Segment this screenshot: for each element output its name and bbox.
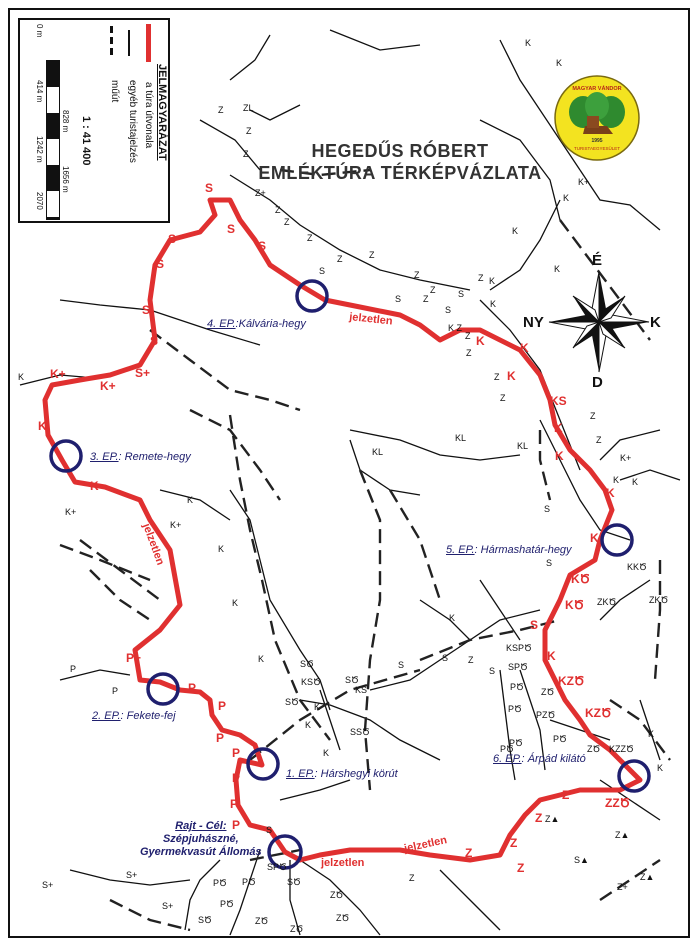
legend-route-label: a túra útvonala [143,82,154,149]
svg-text:Z+: Z+ [617,882,628,892]
svg-text:KSԾ: KSԾ [301,677,321,687]
checkpoint-2-id: 2. EP. [92,710,121,722]
svg-text:S▲: S▲ [574,855,589,865]
svg-text:Z: Z [423,294,429,304]
svg-text:S: S [168,232,177,246]
svg-text:P: P [230,797,239,811]
svg-text:S: S [489,666,496,676]
svg-text:K+: K+ [65,507,77,517]
svg-text:ZԾ: ZԾ [336,913,350,923]
svg-text:Z: Z [409,873,415,883]
legend-heading: JELMAGYARÁZAT [156,64,168,161]
svg-text:KZԾ: KZԾ [558,674,585,688]
svg-text:SԾ: SԾ [198,915,212,925]
scale-tick-1242: 1242 m [35,136,44,163]
unmarked-label-4: jelzetlen [403,834,449,855]
unmarked-label-3: jelzetlen [321,857,365,869]
svg-text:Z: Z [466,348,472,358]
svg-text:P: P [216,731,225,745]
svg-text:P: P [232,771,241,785]
compass-west: NY [523,314,544,331]
checkpoint-2-name: : Fekete-fej [120,710,176,722]
svg-text:K: K [547,649,556,663]
start-line-3: Gyermekvasút Állomás [140,846,262,858]
svg-text:S+: S+ [42,880,54,890]
svg-text:P: P [232,818,241,832]
svg-text:Z: Z [465,846,473,860]
checkpoint-1-name: : Hárshegyi körút [314,768,398,780]
svg-text:S: S [142,303,151,317]
svg-text:S: S [319,266,326,276]
svg-text:Z: Z [218,105,224,115]
svg-text:ZԾ: ZԾ [541,687,555,697]
svg-text:PԾ: PԾ [553,734,567,744]
svg-text:S: S [398,660,405,670]
svg-text:SԾ: SԾ [300,659,314,669]
checkpoint-2-label [92,710,176,722]
legend-trail-label: egyéb turistajelzés [127,80,138,163]
svg-text:PԾ: PԾ [220,899,234,909]
svg-text:KԾ: KԾ [571,572,591,586]
svg-text:Z▲: Z▲ [640,872,655,882]
svg-text:P: P [232,746,241,760]
svg-text:K: K [187,495,194,505]
legend-road-label: műút [109,80,120,103]
svg-text:K: K [489,276,496,286]
svg-text:ZKԾ: ZKԾ [649,595,669,605]
checkpoint-5-id: 5. EP. [446,544,475,556]
svg-text:Z: Z [284,217,290,227]
svg-text:K: K [218,544,225,554]
svg-text:ZԾ: ZԾ [587,744,601,754]
svg-text:K: K [554,264,561,274]
logo-year: 1995 [591,138,603,144]
svg-text:KS: KS [355,685,368,695]
logo-bottom-text: TURISTAEGYESÜLET [574,146,620,151]
svg-text:K: K [648,729,655,739]
svg-text:K: K [476,334,485,348]
svg-text:Z: Z [369,250,375,260]
svg-text:K: K [554,421,563,435]
svg-text:K: K [563,193,570,203]
svg-text:K+: K+ [170,520,182,530]
svg-text:S: S [266,825,273,835]
legend-road-line [110,26,113,58]
checkpoint-3-id: 3. EP. [90,451,119,463]
svg-text:SԾ: SԾ [285,697,299,707]
checkpoint-1-label [286,768,398,780]
svg-text:KL: KL [372,447,384,457]
svg-text:S: S [156,257,165,271]
svg-text:K: K [232,598,239,608]
svg-text:Z▲: Z▲ [615,830,630,840]
svg-text:K: K [613,475,620,485]
svg-text:Z: Z [590,411,596,421]
svg-text:KL: KL [455,433,467,443]
svg-text:SSԾ: SSԾ [350,727,370,737]
checkpoint-3-name: : Remete-hegy [118,451,191,463]
checkpoint-6-label [493,753,586,765]
svg-text:K: K [512,226,519,236]
svg-text:K: K [314,702,321,712]
svg-text:K: K [632,477,639,487]
svg-text:K Z: K Z [448,323,463,333]
svg-text:KZZԾ: KZZԾ [609,744,634,754]
svg-text:S: S [150,334,159,348]
svg-text:Z: Z [517,861,525,875]
svg-text:Z: Z [414,270,420,280]
svg-text:S+: S+ [135,366,151,380]
svg-text:S+: S+ [126,870,138,880]
legend-scale: 1 : 41 400 [80,116,92,166]
svg-text:ZԾ: ZԾ [330,890,344,900]
svg-text:Z: Z [337,254,343,264]
svg-text:KZԾ: KZԾ [585,706,612,720]
svg-text:ZԾ: ZԾ [290,924,304,934]
svg-text:Z: Z [500,393,506,403]
scale-tick-828: 828 m [61,110,70,133]
checkpoint-1-id: 1. EP. [286,768,315,780]
svg-text:K: K [507,369,516,383]
svg-text:K: K [18,372,25,382]
svg-text:K: K [657,763,664,773]
svg-text:S: S [530,618,539,632]
logo-top-text: MAGYAR VÁNDOR [572,86,622,92]
svg-text:S: S [458,289,465,299]
map-title-line-2: EMLÉKTÚRA TÉRKÉPVÁZLATA [258,163,542,183]
svg-text:Z+: Z+ [255,188,266,198]
start-finish-label [140,820,262,859]
svg-text:S: S [544,504,551,514]
svg-text:Z: Z [494,372,500,382]
unmarked-label-1: jelzetlen [348,311,394,328]
svg-text:ZԾ: ZԾ [255,916,269,926]
checkpoint-3-label [90,451,191,463]
svg-text:Z: Z [535,811,543,825]
compass-east: K [650,314,661,331]
svg-text:K: K [555,449,564,463]
svg-text:Z: Z [596,435,602,445]
start-line-2: Szépjuhászné, [162,833,239,845]
compass-south: D [592,374,603,391]
svg-text:Z: Z [430,285,436,295]
svg-text:K+: K+ [620,453,632,463]
svg-text:Z: Z [243,149,249,159]
svg-text:Z: Z [510,836,518,850]
checkpoint-6-name: : Árpád kilátó [521,753,586,765]
svg-text:SԾ: SԾ [345,675,359,685]
svg-text:PԾ: PԾ [242,877,256,887]
svg-text:ZZԾ: ZZԾ [605,796,631,810]
svg-text:K: K [449,613,456,623]
svg-text:K: K [323,748,330,758]
svg-text:PԾ: PԾ [500,744,514,754]
svg-text:KS: KS [550,394,567,408]
svg-text:K: K [556,58,563,68]
svg-text:K: K [525,38,532,48]
svg-text:K: K [258,654,265,664]
svg-text:S: S [205,181,214,195]
svg-text:SԾ: SԾ [287,877,301,887]
svg-text:PZԾ: PZԾ [536,710,556,720]
checkpoint-4-id: 4. EP. [207,318,236,330]
checkpoint-5-name: : Hármashatár-hegy [474,544,572,556]
svg-text:ZL: ZL [243,103,254,113]
svg-text:KSPԾ: KSPԾ [506,643,532,653]
svg-text:P: P [218,699,227,713]
svg-text:Z▲: Z▲ [545,814,560,824]
svg-text:P: P [70,664,77,674]
legend-scale-bar [46,60,60,220]
map-title-line-1: HEGEDŰS RÓBERT [311,141,489,161]
svg-text:K: K [305,720,312,730]
svg-text:Z: Z [562,788,570,802]
svg-text:K: K [38,419,47,433]
unmarked-label-2: jelzetlen [140,521,167,567]
svg-text:S: S [445,305,452,315]
svg-text:SPԾ: SPԾ [267,862,287,872]
svg-text:S: S [442,653,449,663]
svg-text:Z: Z [275,205,281,215]
scale-tick-1656: 1656 m [61,166,70,193]
svg-text:ZKԾ: ZKԾ [597,597,617,607]
map-title [250,140,550,184]
legend-trail-line [128,30,130,56]
svg-text:Z: Z [465,331,471,341]
svg-text:S: S [258,239,267,253]
svg-text:Z: Z [468,655,474,665]
start-line-1: Rajt - Cél: [175,820,227,832]
svg-text:SPԾ: SPԾ [508,662,528,672]
svg-text:K: K [90,479,99,493]
svg-text:S: S [546,558,553,568]
checkpoint-6-id: 6. EP. [493,753,522,765]
svg-text:K: K [490,299,497,309]
checkpoint-4-name: :Kálvária-hegy [235,318,306,330]
svg-text:KKԾ: KKԾ [627,562,647,572]
svg-text:Z: Z [246,126,252,136]
svg-text:P+: P+ [126,651,142,665]
compass-north: É [592,252,603,269]
svg-text:PԾ: PԾ [213,878,227,888]
svg-text:S: S [227,222,236,236]
svg-text:P: P [112,686,119,696]
svg-text:PԾ: PԾ [508,704,522,714]
svg-text:K: K [590,531,599,545]
svg-text:K+: K+ [100,379,116,393]
svg-text:PԾ: PԾ [510,682,524,692]
svg-text:S: S [395,294,402,304]
legend-route-line [146,24,151,62]
svg-text:Z: Z [307,233,313,243]
scale-tick-0: 0 m [35,24,44,38]
checkpoint-4-label [207,318,306,330]
svg-text:K: K [606,486,615,500]
svg-text:K+: K+ [578,177,590,187]
svg-text:KL: KL [517,441,529,451]
svg-text:K: K [520,341,529,355]
svg-text:PԾ: PԾ [509,738,523,748]
svg-text:K+: K+ [50,367,66,381]
checkpoint-5-label [446,544,572,556]
svg-text:KԾ: KԾ [565,598,585,612]
scale-tick-2070: 2070 [35,192,44,210]
svg-text:P: P [188,681,197,695]
svg-text:Z: Z [478,273,484,283]
map-legend [18,18,170,223]
scale-tick-414: 414 m [35,80,44,103]
svg-text:S+: S+ [162,901,174,911]
